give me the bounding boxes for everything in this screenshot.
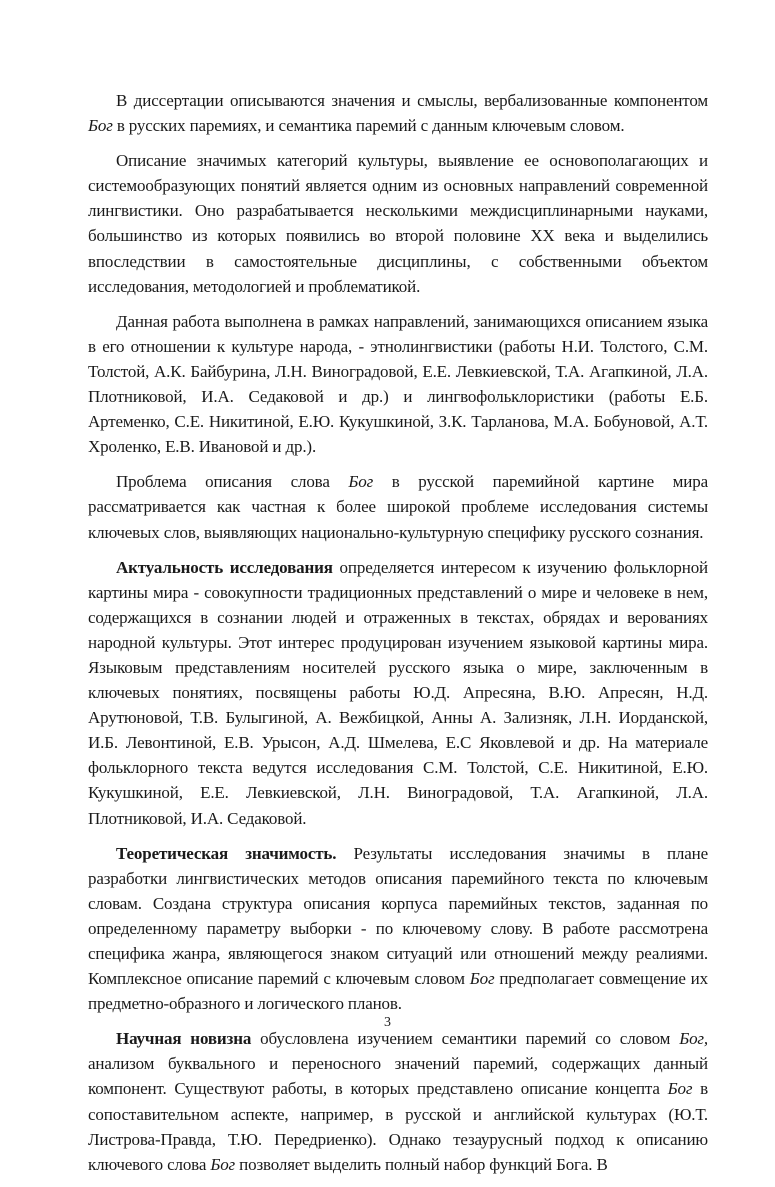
heading-relevance: Актуальность исследования bbox=[116, 557, 333, 577]
keyword-bog: Бог bbox=[210, 1154, 236, 1174]
text-segment: Проблема описания слова bbox=[116, 472, 349, 492]
text-segment: в русской паремийной картине мира рассматривается как частная к более широкой проблеме исследования системы ключевых слов, выявляющих национально-культурную специфику русского сознания. bbox=[88, 472, 708, 542]
page-number: 3 bbox=[384, 1015, 391, 1030]
paragraph-research-directions bbox=[88, 309, 708, 460]
keyword-bog: Бог bbox=[469, 969, 495, 989]
keyword-bog: Бог bbox=[88, 116, 113, 136]
paragraph-problem bbox=[88, 469, 708, 544]
paragraph-intro bbox=[88, 88, 708, 138]
paragraph-theoretical-significance bbox=[88, 841, 708, 1017]
text-segment: позволяет выделить полный набор функций Бога. В bbox=[235, 1154, 608, 1174]
text-segment: Результаты исследования значимы в плане разработки лингвистических методов описания паремийного текста по ключевым словам. Создана структура описания корпуса паремийных текстов, заданная по определенному параметру выборки - по ключевому слову. В работе рассмотрена специфика жанра, являющегося знаком ситуаций или отношений между реалиями. Комплексное описание паремий с ключевым словом bbox=[88, 843, 708, 989]
text-segment: в сопоставительном аспекте, например, в русской и английской культурах (Ю.Т. Листрова-Правда, Т.Ю. Передриенко). Однако тезаурусный подход к описанию ключевого слова bbox=[88, 1079, 708, 1174]
paragraph-novelty bbox=[88, 1026, 708, 1177]
text-segment: в русских паремиях, и семантика паремий с данным ключевым словом. bbox=[112, 116, 625, 136]
heading-theoretical-significance: Теоретическая значимость. bbox=[116, 843, 337, 863]
heading-novelty: Научная новизна bbox=[116, 1029, 252, 1049]
text-segment: анализом буквального и переносного значений паремий, содержащих данный компонент. Существуют работы, в которых представлено описание концепта bbox=[88, 1054, 708, 1099]
paragraph-relevance bbox=[88, 555, 708, 831]
text-segment: предполагает совмещение их предметно-образного и логического планов. bbox=[88, 969, 708, 1014]
text-segment: Описание значимых категорий культуры, выявление ее основополагающих и системообразующих понятий является одним из основных направлений современной лингвистики. Оно разрабатывается несколькими междисциплинарными науками, большинство из которых появились во второй половине XX века и выделились впоследствии в самостоятельные дисциплины, с собственными объектом исследования, методологией и проблематикой. bbox=[88, 151, 708, 296]
keyword-bog: Бог bbox=[348, 472, 374, 492]
paragraph-culture-categories bbox=[88, 148, 708, 299]
keyword-bog: Бог, bbox=[679, 1029, 709, 1049]
text-segment: определяется интересом к изучению фольклорной картины мира - совокупности традиционных представлений о мире и человеке в нем, содержащихся в сознании людей и отраженных в текстах, обрядах и верованиях народной культуры. Этот интерес продуцирован изучением языковой картины мира. Языковым представлениям носителей русского языка о мире, заключенным в ключевых понятиях, посвящены работы Ю.Д. Апресяна, В.Ю. Апресян, Н.Д. Арутюновой, Т.В. Булыгиной, А. Вежбицкой, Анны А. Зализняк, Л.Н. Иорданской, И.Б. Левонтиной, Е.В. Урысон, А.Д. Шмелева, Е.С Яковлевой и др. На материале фольклорного текста ведутся исследования С.М. Толстой, С.Е. Никитиной, Е.Ю. Кукушкиной, Е.Е. Левкиевской, Л.Н. Виноградовой, Т.А. Агапкиной, Л.А. Плотниковой, И.А. Седаковой. bbox=[88, 557, 708, 828]
text-segment: обусловлена изучением семантики паремий со словом bbox=[251, 1029, 680, 1049]
text-segment: Данная работа выполнена в рамках направлений, занимающихся описанием языка в его отношении к культуре народа, - этнолингвистики (работы Н.И. Толстого, С.М. Толстой, А.К. Байбурина, Л.Н. Виноградовой, Е.Е. Левкиевской, Т.А. Агапкиной, Л.А. Плотниковой, И.А. Седаковой и др.) и лингвофольклористики (работы Е.Б. Артеменко, С.Е. Никитиной, Е.Ю. Кукушкиной, З.К. Тарланова, М.А. Бобуновой, А.Т. Хроленко, Е.В. Ивановой и др.). bbox=[88, 311, 708, 457]
keyword-bog: Бог bbox=[667, 1079, 693, 1099]
text-segment: В диссертации описываются значения и смыслы, вербализованные компонентом bbox=[116, 91, 708, 110]
